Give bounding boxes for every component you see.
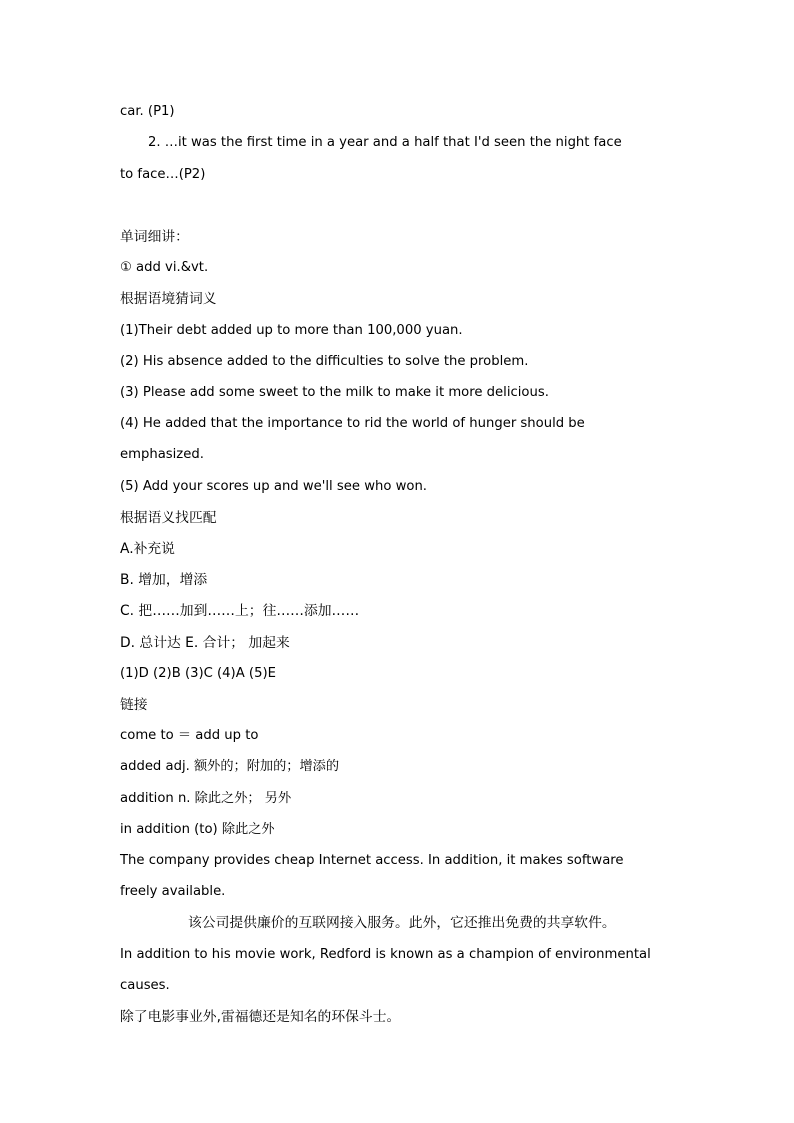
- subheading-links: 链接: [120, 697, 148, 713]
- answer-key: (1)D (2)B (3)C (4)A (5)E: [120, 666, 276, 681]
- word-addition-n: addition n. 除此之外； 另外: [120, 791, 292, 806]
- subheading-match-meaning: 根据语义找匹配: [120, 510, 217, 526]
- example-sentence-4: (4) He added that the importance to rid the world of hunger should be: [120, 416, 585, 431]
- section-heading-word-explanation: 单词细讲：: [120, 229, 189, 245]
- word-added-adj: added adj. 额外的；附加的；增添的: [120, 759, 340, 774]
- subheading-guess-meaning: 根据语境猜词义: [120, 291, 217, 307]
- example-sentence-2: (2) His absence added to the difficulties to solve the problem.: [120, 354, 529, 369]
- meaning-option-b: B. 增加，增添: [120, 572, 208, 588]
- text-line-example-2: 2. …it was the first time in a year and a half that I'd seen the night face: [148, 135, 622, 150]
- text-line-car-p1: car. (P1): [120, 104, 175, 119]
- meaning-option-c: C. 把……加到……上；往……添加……: [120, 603, 360, 619]
- example-sentence-3: (3) Please add some sweet to the milk to make it more delicious.: [120, 385, 549, 400]
- example-sentence-4-continued: emphasized.: [120, 447, 204, 462]
- meaning-option-d-e: D. 总计达 E. 合计； 加起来: [120, 635, 290, 651]
- translation-redford-sentence: 除了电影事业外,雷福德还是知名的环保斗士。: [120, 1009, 401, 1025]
- example-sentence-5: (5) Add your scores up and we'll see who won.: [120, 479, 428, 494]
- phrase-in-addition: in addition (to) 除此之外: [120, 822, 275, 837]
- translation-company-sentence: 该公司提供廉价的互联网接入服务。此外，它还推出免费的共享软件。: [188, 915, 616, 931]
- example-redford-sentence-continued: causes.: [120, 978, 170, 993]
- text-line-face-to-face: to face…(P2): [120, 167, 206, 182]
- meaning-option-a: A.补充说: [120, 541, 175, 557]
- phrase-come-to: come to ＝ add up to: [120, 728, 259, 743]
- word-entry-add: ① add vi.&vt.: [120, 260, 209, 275]
- example-company-sentence: The company provides cheap Internet access. In addition, it makes software: [120, 853, 624, 868]
- example-sentence-1: (1)Their debt added up to more than 100,000 yuan.: [120, 323, 463, 338]
- example-redford-sentence: In addition to his movie work, Redford is known as a champion of environmental: [120, 947, 651, 962]
- example-company-sentence-continued: freely available.: [120, 884, 226, 899]
